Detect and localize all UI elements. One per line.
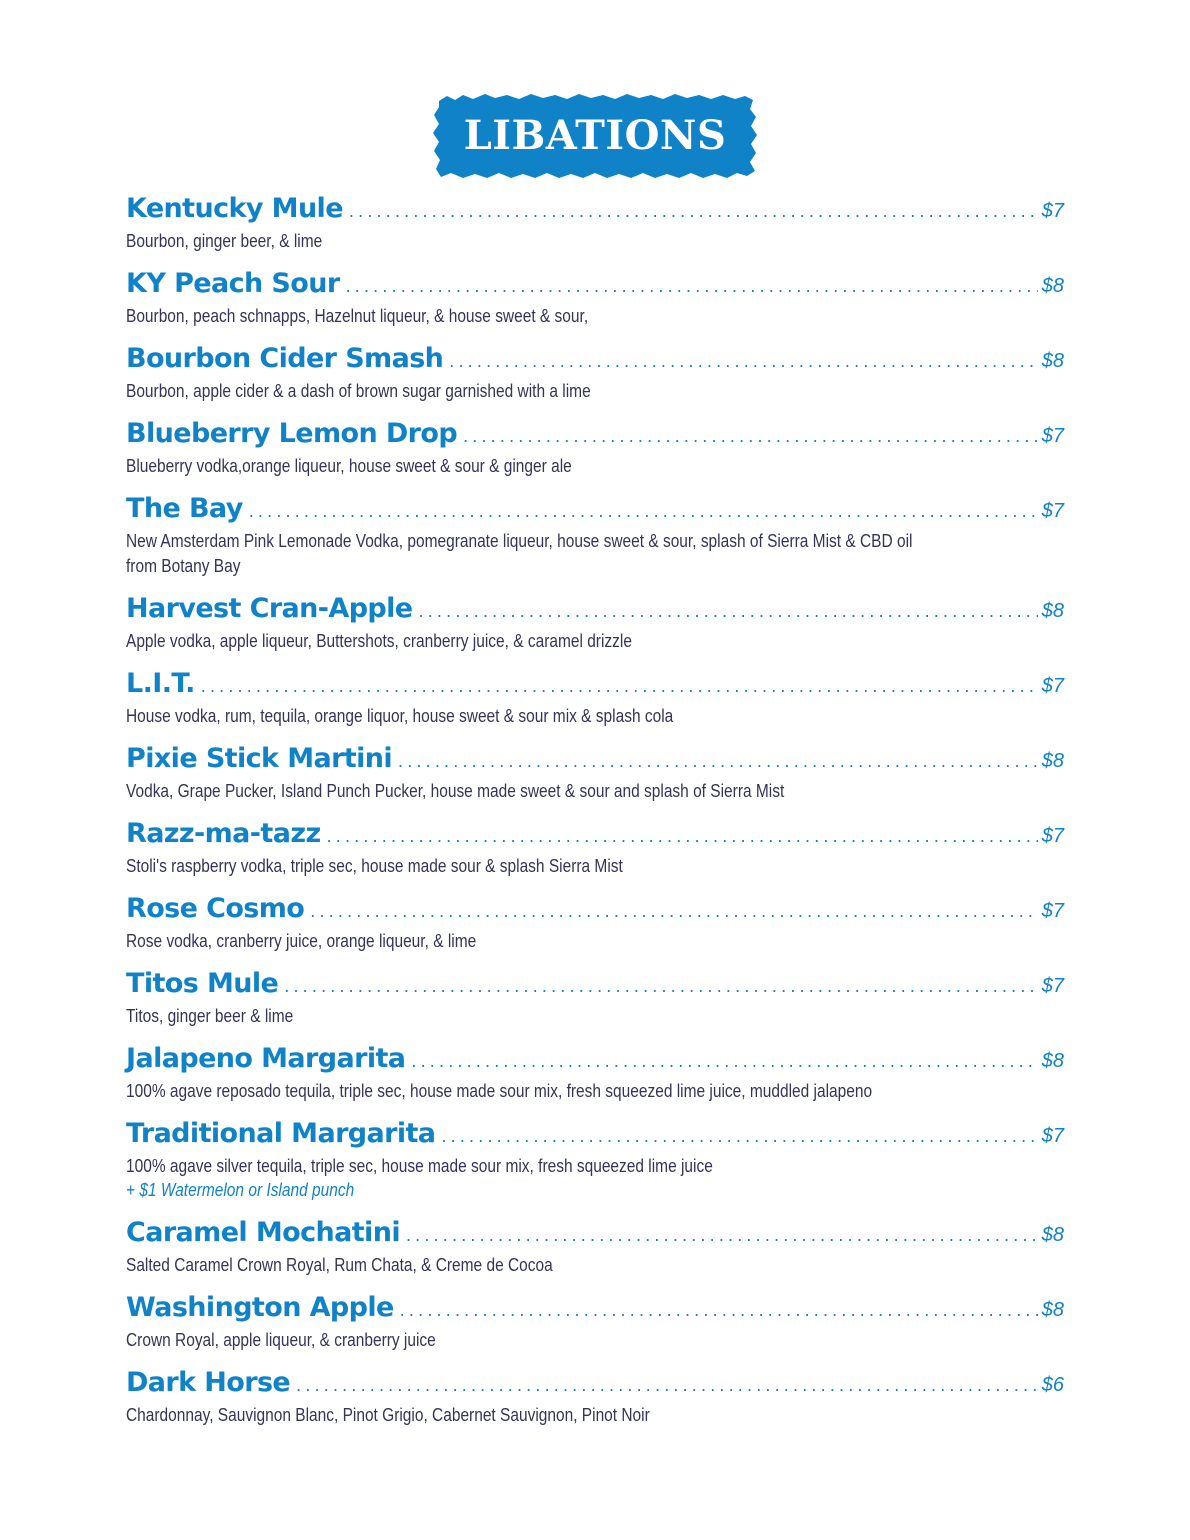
item-name: Caramel Mochatini bbox=[126, 1217, 400, 1248]
menu-item bbox=[126, 1292, 1064, 1352]
item-description: 100% agave silver tequila, triple sec, house made sour mix, fresh squeezed lime juice bbox=[126, 1156, 713, 1176]
item-name: Traditional Margarita bbox=[126, 1118, 436, 1149]
item-price: $7 bbox=[1041, 675, 1064, 697]
item-name: KY Peach Sour bbox=[126, 268, 340, 299]
item-price: $8 bbox=[1041, 1224, 1064, 1246]
menu-item bbox=[126, 1043, 1064, 1103]
drinks-list bbox=[126, 193, 1064, 1442]
dot-leader bbox=[310, 902, 1038, 920]
menu-item bbox=[126, 193, 1064, 253]
menu-item bbox=[126, 493, 1064, 578]
item-description: New Amsterdam Pink Lemonade Vodka, pomegranate liqueur, house sweet & sour, splash of Sierra Mist & CBD oil bbox=[126, 531, 913, 551]
item-price: $7 bbox=[1041, 900, 1064, 922]
item-name: Razz-ma-tazz bbox=[126, 818, 321, 849]
item-description: Crown Royal, apple liqueur, & cranberry juice bbox=[126, 1330, 436, 1350]
item-price: $8 bbox=[1041, 350, 1064, 372]
menu-item bbox=[126, 668, 1064, 728]
dot-leader bbox=[296, 1376, 1038, 1394]
item-price: $7 bbox=[1041, 200, 1064, 222]
dot-leader bbox=[463, 427, 1038, 445]
menu-item bbox=[126, 1367, 1064, 1427]
item-upcharge-note: + $1 Watermelon or Island punch bbox=[126, 1180, 355, 1200]
menu-item bbox=[126, 593, 1064, 653]
item-name: Rose Cosmo bbox=[126, 893, 305, 924]
item-price: $8 bbox=[1041, 1299, 1064, 1321]
item-price: $7 bbox=[1041, 825, 1064, 847]
item-description: Stoli's raspberry vodka, triple sec, house made sour & splash Sierra Mist bbox=[126, 856, 623, 876]
item-price: $7 bbox=[1041, 1125, 1064, 1147]
item-description: Apple vodka, apple liqueur, Buttershots, cranberry juice, & caramel drizzle bbox=[126, 631, 632, 651]
item-price: $7 bbox=[1041, 975, 1064, 997]
item-description: Chardonnay, Sauvignon Blanc, Pinot Grigio, Cabernet Sauvignon, Pinot Noir bbox=[126, 1405, 650, 1425]
item-description: Vodka, Grape Pucker, Island Punch Pucker, house made sweet & sour and splash of Sierra Mist bbox=[126, 781, 785, 801]
dot-leader bbox=[398, 752, 1038, 770]
title-banner bbox=[433, 93, 757, 179]
item-description: House vodka, rum, tequila, orange liquor, house sweet & sour mix & splash cola bbox=[126, 706, 674, 726]
item-description-continued: from Botany Bay bbox=[126, 556, 241, 576]
item-description: Rose vodka, cranberry juice, orange liqueur, & lime bbox=[126, 931, 477, 951]
item-name: The Bay bbox=[126, 493, 243, 524]
item-name: Blueberry Lemon Drop bbox=[126, 418, 458, 449]
menu-item bbox=[126, 818, 1064, 878]
item-name: Harvest Cran-Apple bbox=[126, 593, 413, 624]
menu-item bbox=[126, 743, 1064, 803]
item-price: $6 bbox=[1041, 1374, 1064, 1396]
dot-leader bbox=[406, 1226, 1038, 1244]
dot-leader bbox=[441, 1127, 1037, 1145]
menu-item bbox=[126, 418, 1064, 478]
item-name: Kentucky Mule bbox=[126, 193, 343, 224]
dot-leader bbox=[349, 202, 1038, 220]
item-name: Bourbon Cider Smash bbox=[126, 343, 444, 374]
dot-leader bbox=[419, 602, 1038, 620]
item-name: Jalapeno Margarita bbox=[126, 1043, 406, 1074]
item-description: 100% agave reposado tequila, triple sec, house made sour mix, fresh squeezed lime juice, muddled jalapeno bbox=[126, 1081, 873, 1101]
menu-item bbox=[126, 268, 1064, 328]
item-name: Pixie Stick Martini bbox=[126, 743, 393, 774]
dot-leader bbox=[327, 827, 1038, 845]
menu-item bbox=[126, 968, 1064, 1028]
item-name: Washington Apple bbox=[126, 1292, 394, 1323]
item-description: Blueberry vodka,orange liqueur, house sweet & sour & ginger ale bbox=[126, 456, 572, 476]
item-price: $8 bbox=[1041, 275, 1064, 297]
item-price: $8 bbox=[1041, 750, 1064, 772]
item-description: Bourbon, ginger beer, & lime bbox=[126, 231, 323, 251]
dot-leader bbox=[284, 977, 1037, 995]
item-description: Bourbon, apple cider & a dash of brown sugar garnished with a lime bbox=[126, 381, 591, 401]
page-title: LIBATIONS bbox=[463, 112, 727, 159]
menu-item bbox=[126, 1217, 1064, 1277]
item-price: $8 bbox=[1041, 600, 1064, 622]
item-price: $7 bbox=[1041, 500, 1064, 522]
dot-leader bbox=[201, 677, 1038, 695]
item-price: $8 bbox=[1041, 1050, 1064, 1072]
menu-item bbox=[126, 1118, 1064, 1202]
item-price: $7 bbox=[1041, 425, 1064, 447]
item-description: Titos, ginger beer & lime bbox=[126, 1006, 294, 1026]
dot-leader bbox=[346, 277, 1038, 295]
item-description: Salted Caramel Crown Royal, Rum Chata, & Creme de Cocoa bbox=[126, 1255, 553, 1275]
menu-item bbox=[126, 893, 1064, 953]
dot-leader bbox=[249, 502, 1038, 520]
dot-leader bbox=[400, 1301, 1038, 1319]
dot-leader bbox=[411, 1052, 1037, 1070]
item-name: Titos Mule bbox=[126, 968, 279, 999]
item-name: L.I.T. bbox=[126, 668, 195, 699]
item-description: Bourbon, peach schnapps, Hazelnut liqueur, & house sweet & sour, bbox=[126, 306, 589, 326]
dot-leader bbox=[449, 352, 1037, 370]
item-name: Dark Horse bbox=[126, 1367, 291, 1398]
menu-item bbox=[126, 343, 1064, 403]
